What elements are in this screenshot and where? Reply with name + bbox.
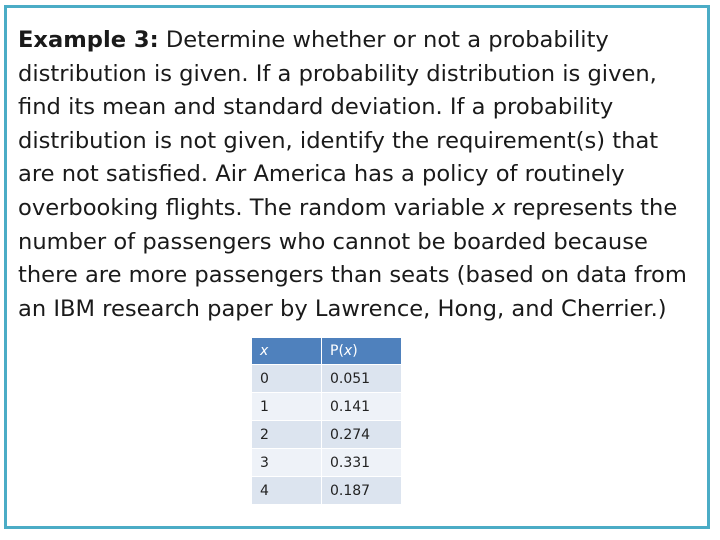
- header-px: P(x): [322, 338, 402, 365]
- problem-line-3: find its mean and standard deviation. If a probability: [18, 94, 614, 121]
- problem-line-7: number of passengers who cannot be boarded because: [18, 228, 648, 255]
- table-row: [252, 393, 402, 421]
- header-x: x: [252, 338, 322, 365]
- cell-x: 1: [252, 393, 322, 421]
- probability-table: [251, 337, 402, 505]
- random-variable-x: x: [492, 194, 506, 221]
- problem-line-4: distribution is not given, identify the requirement(s) that: [18, 127, 659, 154]
- table-row: [252, 421, 402, 449]
- table-row: [252, 449, 402, 477]
- cell-x: 2: [252, 421, 322, 449]
- problem-line-2: distribution is given. If a probability distribution is given,: [18, 60, 657, 87]
- cell-p: 0.051: [322, 365, 402, 393]
- problem-line-1: Example 3: Determine whether or not a probability: [18, 27, 609, 53]
- problem-line-5: are not satisfied. Air America has a policy of routinely: [18, 161, 625, 188]
- problem-line-9: an IBM research paper by Lawrence, Hong, and Cherrier.): [18, 295, 667, 322]
- table-row: [252, 365, 402, 393]
- table-row: [252, 477, 402, 505]
- cell-x: 0: [252, 365, 322, 393]
- cell-x: 3: [252, 449, 322, 477]
- cell-p: 0.331: [322, 449, 402, 477]
- problem-statement: [18, 24, 708, 326]
- problem-line-6: overbooking flights. The random variable x represents the: [18, 194, 678, 221]
- cell-p: 0.141: [322, 393, 402, 421]
- table-header-row: [252, 338, 402, 365]
- cell-x: 4: [252, 477, 322, 505]
- example-label: Example 3:: [18, 27, 159, 53]
- problem-line-8: there are more passengers than seats (based on data from: [18, 262, 687, 289]
- cell-p: 0.274: [322, 421, 402, 449]
- cell-p: 0.187: [322, 477, 402, 505]
